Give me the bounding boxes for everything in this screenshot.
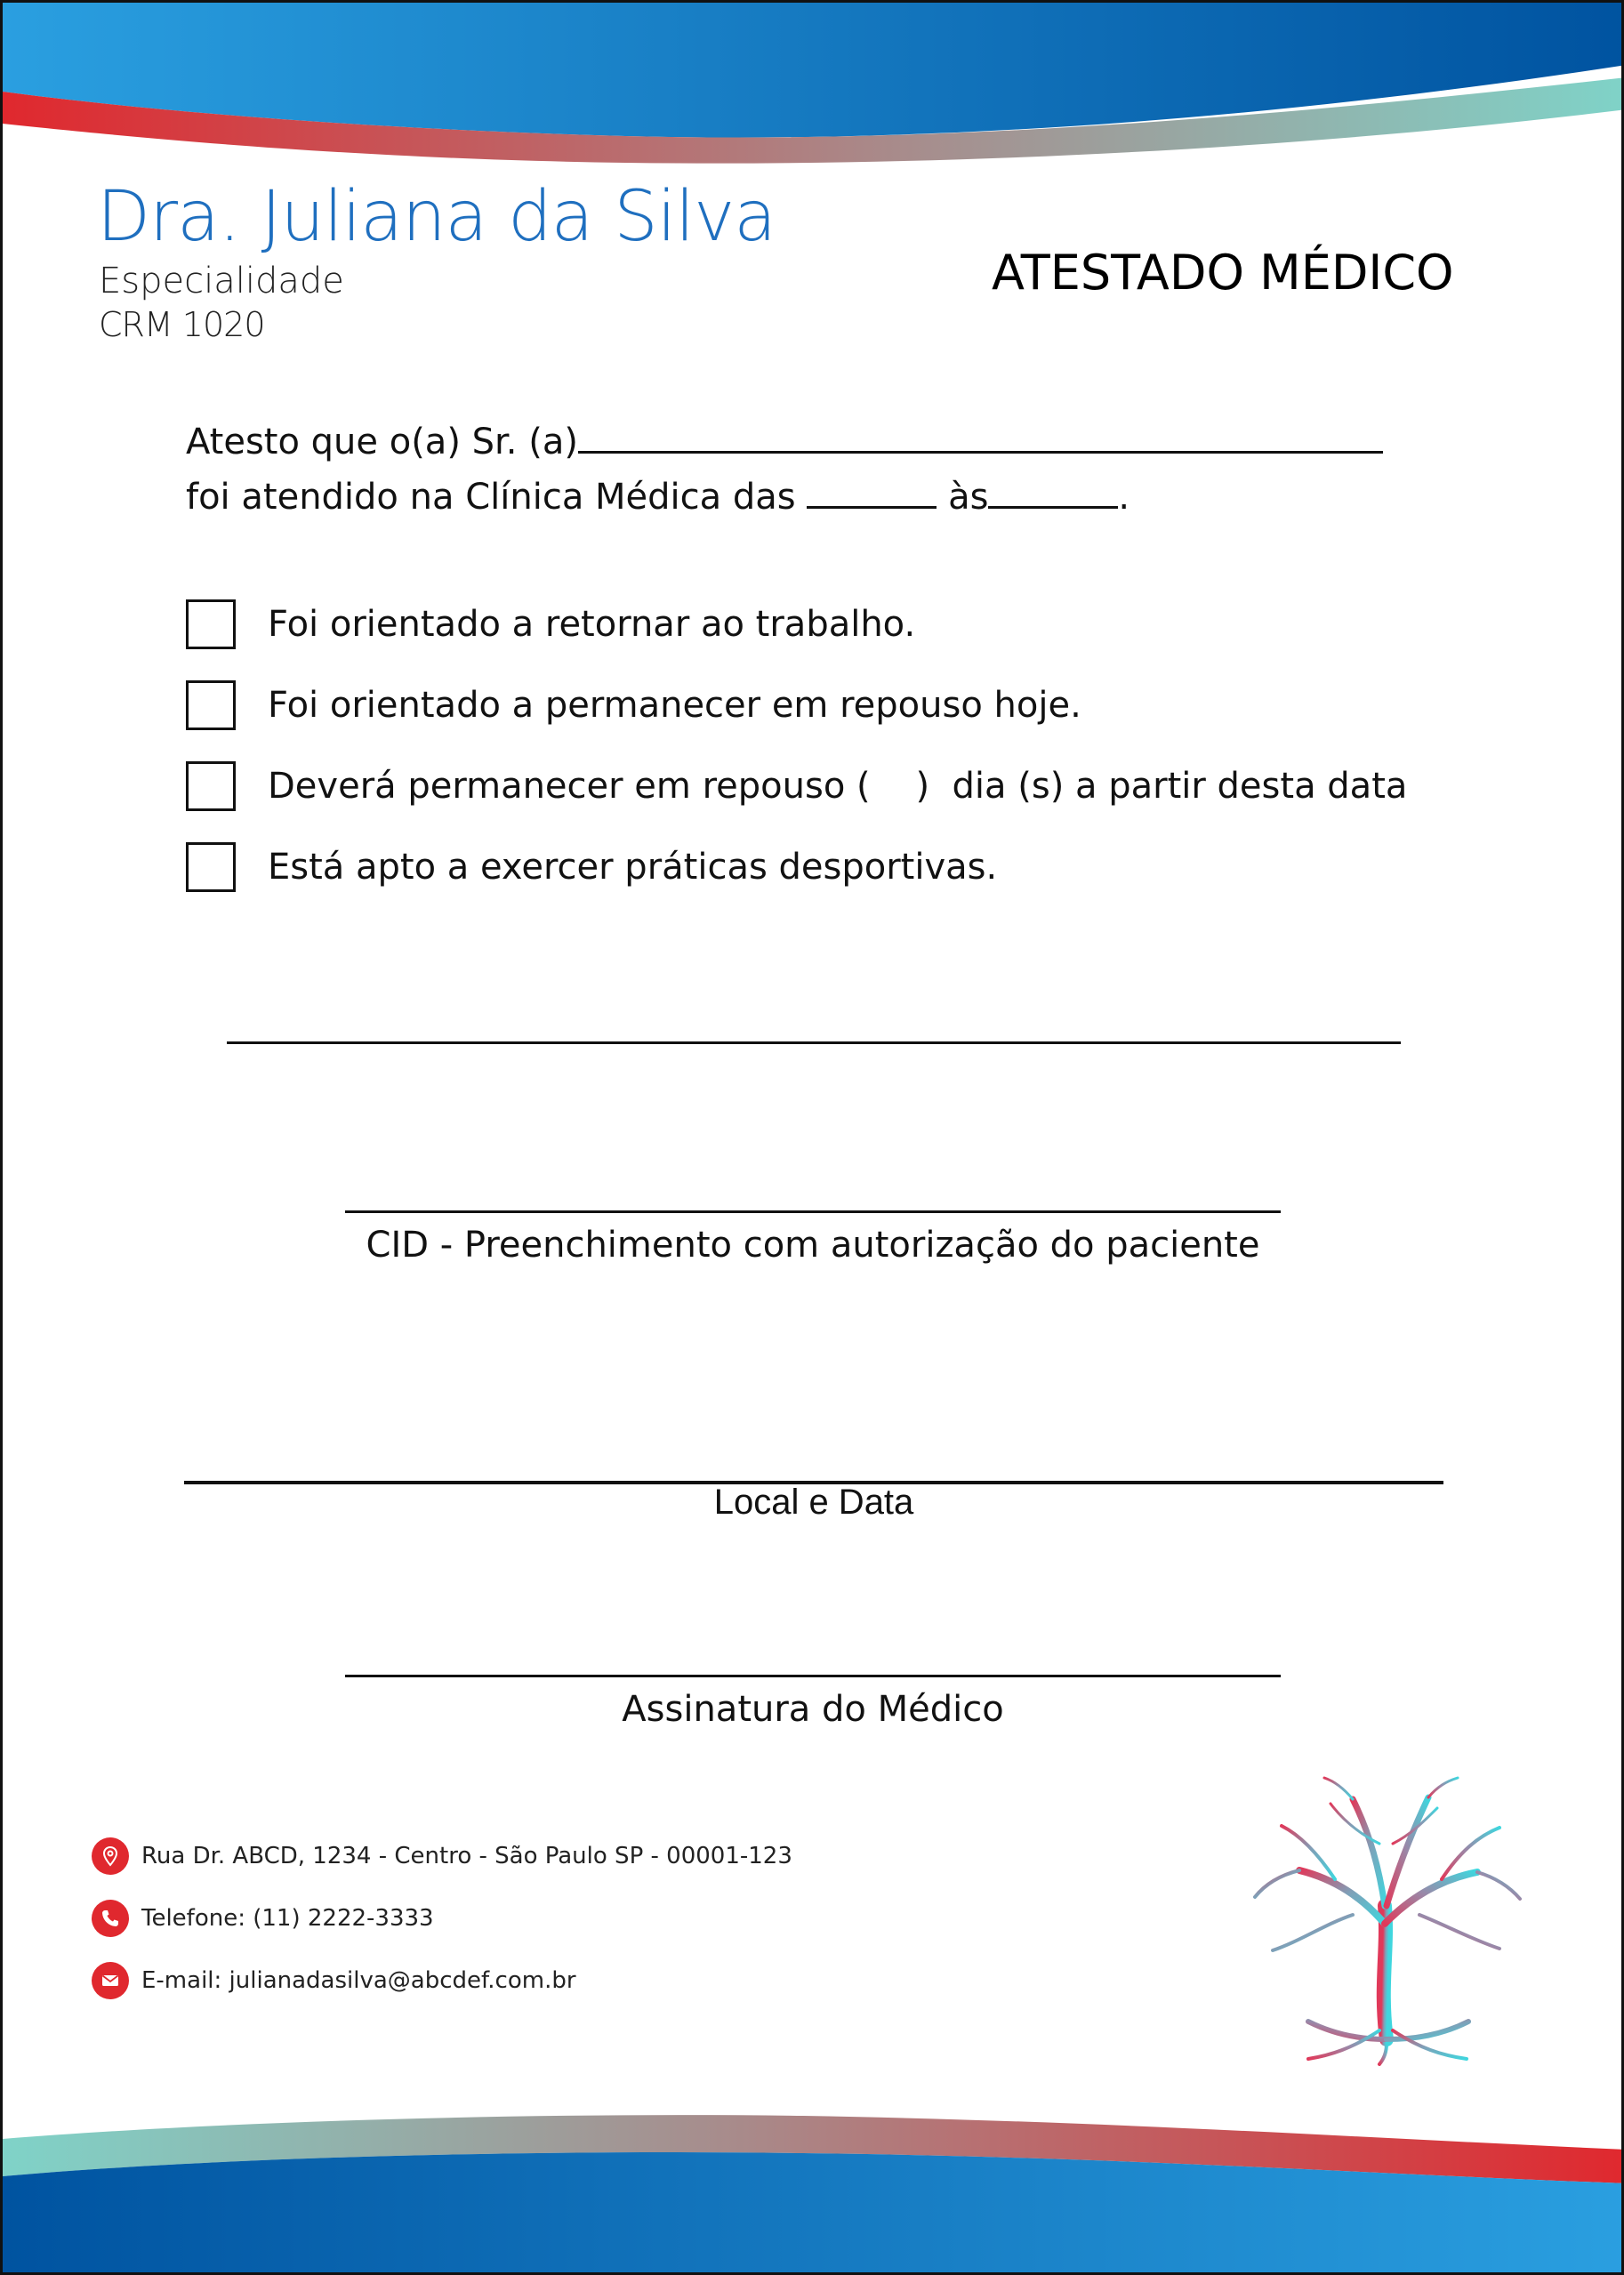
patient-line bbox=[186, 419, 1383, 462]
cid-line[interactable] bbox=[345, 1210, 1281, 1213]
option-label: Foi orientado a permanecer em repouso hoje. bbox=[268, 685, 1081, 726]
cid-caption: CID - Preenchimento com autorização do paciente bbox=[366, 1225, 1260, 1266]
header-wave-decoration bbox=[3, 3, 1624, 172]
location-pin-icon bbox=[92, 1837, 129, 1875]
option-label: Deverá permanecer em repouso ( ) dia (s) a partir desta data bbox=[268, 766, 1408, 807]
notes-line[interactable] bbox=[227, 1041, 1401, 1044]
time-line-prefix: foi atendido na Clínica Médica das bbox=[186, 477, 796, 518]
doctor-crm: CRM 1020 bbox=[99, 305, 265, 344]
contact-email bbox=[92, 1962, 576, 1999]
time-line-end: . bbox=[1118, 477, 1130, 518]
footer-wave-decoration bbox=[3, 2094, 1624, 2272]
address-text: Rua Dr. ABCD, 1234 - Centro - São Paulo SP - 00001-123 bbox=[141, 1843, 792, 1869]
signature-caption: Assinatura do Médico bbox=[622, 1689, 1004, 1730]
tree-logo bbox=[1246, 1773, 1527, 2066]
doctor-specialty: Especialidade bbox=[99, 261, 344, 301]
patient-name-blank[interactable] bbox=[578, 419, 1383, 454]
option-row bbox=[186, 759, 1407, 814]
patient-line-prefix: Atesto que o(a) Sr. (a) bbox=[186, 422, 578, 462]
option-label: Foi orientado a retornar ao trabalho. bbox=[268, 604, 916, 645]
end-time-blank[interactable] bbox=[988, 474, 1118, 509]
document-title: ATESTADO MÉDICO bbox=[992, 245, 1454, 301]
rest-today-checkbox[interactable] bbox=[186, 680, 236, 730]
local-date-caption: Local e Data bbox=[713, 1483, 914, 1522]
email-text: E-mail: julianadasilva@abcdef.com.br bbox=[141, 1967, 576, 1994]
doctor-name: Dra. Juliana da Silva bbox=[97, 177, 776, 257]
option-label: Está apto a exercer práticas desportivas. bbox=[268, 847, 998, 888]
fit-for-sports-checkbox[interactable] bbox=[186, 842, 236, 892]
contact-address bbox=[92, 1837, 792, 1875]
phone-text: Telefone: (11) 2222-3333 bbox=[141, 1905, 434, 1932]
time-line-connector: às bbox=[948, 477, 989, 518]
option-row bbox=[186, 840, 997, 895]
mail-icon bbox=[92, 1962, 129, 1999]
option-row bbox=[186, 678, 1081, 733]
time-line bbox=[186, 474, 1130, 518]
phone-icon bbox=[92, 1900, 129, 1937]
rest-days-checkbox[interactable] bbox=[186, 761, 236, 811]
signature-line[interactable] bbox=[345, 1675, 1281, 1677]
start-time-blank[interactable] bbox=[807, 474, 937, 509]
option-row bbox=[186, 597, 915, 652]
contact-phone bbox=[92, 1900, 434, 1937]
return-to-work-checkbox[interactable] bbox=[186, 599, 236, 649]
